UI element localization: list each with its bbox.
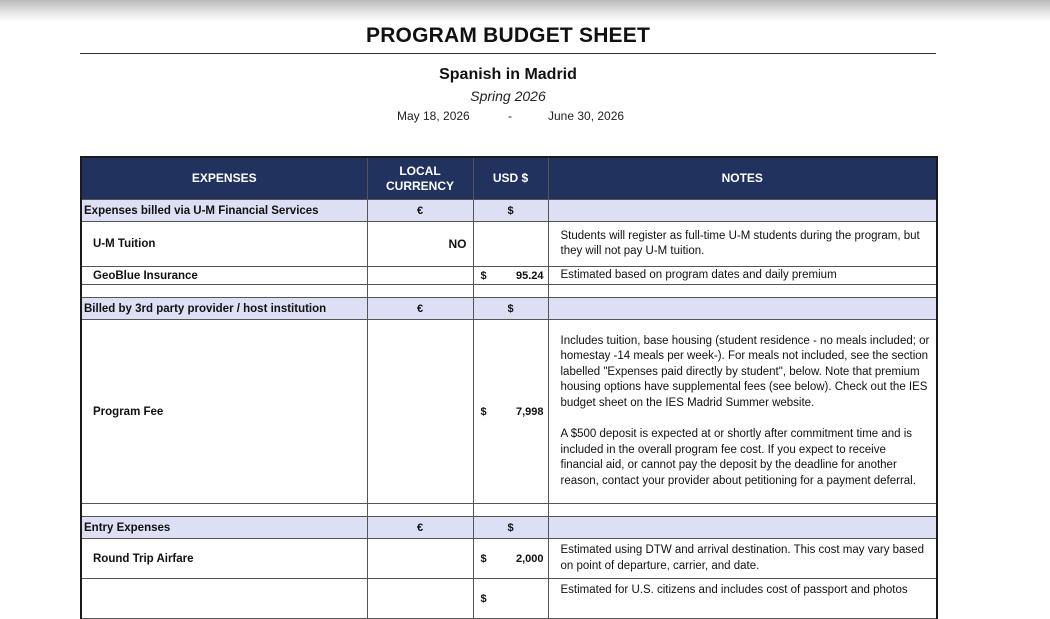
note-paragraph: Estimated using DTW and arrival destination. This cost may vary based on point of departure, carrier, and date. <box>560 544 924 572</box>
program-name: Spanish in Madrid <box>439 66 577 83</box>
section-notes-cell <box>548 200 937 222</box>
end-date: June 30, 2026 <box>548 109 625 123</box>
date-separator: - <box>508 109 512 123</box>
header-expenses: EXPENSES <box>81 157 367 200</box>
section-local-symbol: € <box>367 517 473 539</box>
section-notes-cell <box>548 517 937 539</box>
item-local <box>367 320 473 504</box>
budget-table <box>80 156 938 619</box>
usd-symbol: $ <box>480 592 487 605</box>
usd-amount: 95.24 <box>515 269 544 282</box>
table-row <box>81 320 937 504</box>
item-local <box>367 539 473 579</box>
item-label <box>81 579 367 619</box>
item-usd <box>473 539 548 579</box>
item-notes <box>548 267 937 285</box>
item-local <box>367 579 473 619</box>
screenshot-top-shadow <box>0 0 1050 22</box>
header-local-currency <box>367 157 473 200</box>
title-divider <box>80 53 936 54</box>
item-notes <box>548 579 937 619</box>
usd-symbol: $ <box>480 269 487 282</box>
item-notes <box>548 539 937 579</box>
section-row <box>81 298 937 320</box>
section-local-symbol: € <box>367 298 473 320</box>
program-term: Spring 2026 <box>470 88 546 104</box>
section-label: Expenses billed via U-M Financial Services <box>81 200 367 222</box>
table-row <box>81 267 937 285</box>
spacer-row <box>81 504 937 517</box>
item-label: GeoBlue Insurance <box>81 267 367 285</box>
item-label: Program Fee <box>81 320 367 504</box>
table-header-row <box>81 157 937 200</box>
section-usd-symbol: $ <box>473 298 548 320</box>
section-row <box>81 517 937 539</box>
item-usd <box>473 320 548 504</box>
note-paragraph: Estimated based on program dates and daily premium <box>560 268 837 281</box>
note-paragraph: Includes tuition, base housing (student residence - no meals included; or homestay -14 meals per week-). For meals not included, see the section labelled "Expenses paid directly by student", below. Note that premium housing options have supplemental fees (see below). Check out the IES budget sheet on the IES Madrid Summer website. <box>560 334 930 409</box>
item-local-value: NO <box>448 237 467 251</box>
item-notes <box>548 222 937 267</box>
table-row <box>81 222 937 267</box>
header-local-currency-line2: CURRENCY <box>385 178 454 193</box>
table-row <box>81 579 937 619</box>
usd-symbol: $ <box>480 405 487 418</box>
start-date: May 18, 2026 <box>397 109 470 123</box>
item-usd <box>473 579 548 619</box>
section-label: Entry Expenses <box>81 517 367 539</box>
item-notes <box>548 320 937 504</box>
header-usd: USD $ <box>473 157 548 200</box>
note-paragraph: Estimated for U.S. citizens and includes cost of passport and photos <box>560 584 908 596</box>
usd-amount: 2,000 <box>515 552 544 565</box>
section-notes-cell <box>548 298 937 320</box>
item-usd <box>473 222 548 267</box>
note-paragraph: A $500 deposit is expected at or shortly after commitment time and is included in the overall program fee cost. If you expect to receive financial aid, or cannot pay the deposit by the deadline for another reason, contact your provider about petitioning for a payment deferral. <box>560 428 916 487</box>
document-title: PROGRAM BUDGET SHEET <box>365 24 650 47</box>
header-notes: NOTES <box>548 157 937 200</box>
item-label: U-M Tuition <box>81 222 367 267</box>
usd-amount: 7,998 <box>515 405 544 418</box>
spacer-row <box>81 285 937 298</box>
section-usd-symbol: $ <box>473 517 548 539</box>
section-label: Billed by 3rd party provider / host institution <box>81 298 367 320</box>
section-local-symbol: € <box>367 200 473 222</box>
item-local <box>367 267 473 285</box>
header-local-currency-line1: LOCAL <box>399 163 441 178</box>
item-usd <box>473 267 548 285</box>
item-label: Round Trip Airfare <box>81 539 367 579</box>
section-row <box>81 200 937 222</box>
section-usd-symbol: $ <box>473 200 548 222</box>
note-paragraph: Students will register as full-time U-M students during the program, but they will not pay U-M tuition. <box>560 229 920 257</box>
item-local <box>367 222 473 267</box>
table-row <box>81 539 937 579</box>
usd-symbol: $ <box>480 552 487 565</box>
